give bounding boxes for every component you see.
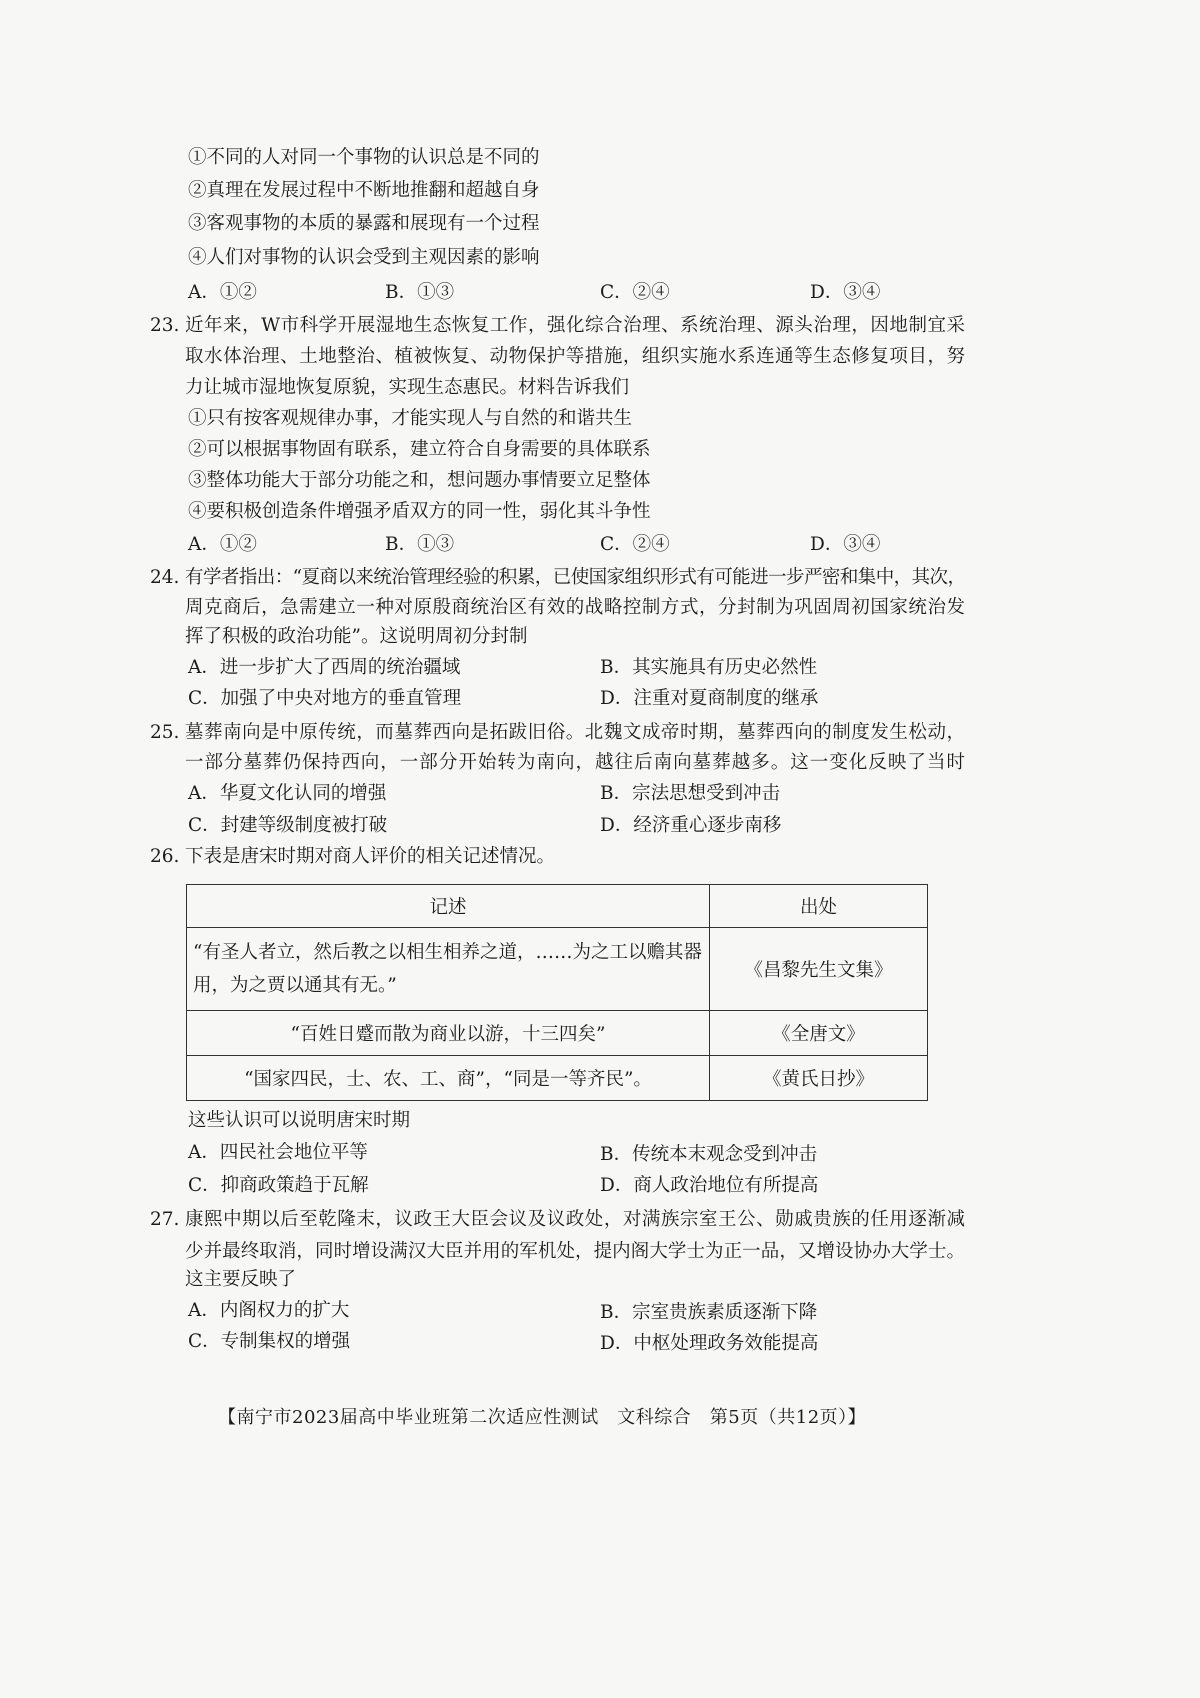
q27-option-d: D．中枢处理政务效能提高: [600, 1333, 819, 1354]
q24-option-a: A．进一步扩大了西周的统治疆域: [188, 657, 461, 678]
q23-statement-2: ②可以根据事物固有联系，建立符合自身需要的具体联系: [188, 439, 651, 460]
q22-option-a: A．①②: [188, 282, 257, 303]
q26-question: 这些认识可以说明唐宋时期: [188, 1110, 411, 1131]
q26-table: [186, 884, 928, 1101]
q26-option-b: B．传统本末观念受到冲击: [600, 1144, 818, 1165]
q22-option-c: C．②④: [600, 282, 670, 303]
table-header-record: 记述: [187, 885, 710, 928]
q26-number: 26.: [150, 846, 180, 867]
q22-option-d: D．③④: [810, 282, 881, 303]
q24-number: 24.: [150, 567, 180, 588]
q23-option-b: B．①③: [385, 534, 455, 555]
q24-option-b: B．其实施具有历史必然性: [600, 657, 818, 678]
q26-option-a: A．四民社会地位平等: [188, 1142, 368, 1163]
table-row: [187, 928, 928, 1011]
page-footer: 【南宁市2023届高中毕业班第二次适应性测试 文科综合 第5页（共12页）】: [218, 1407, 867, 1428]
table-row: [187, 1056, 928, 1101]
q23-statement-3: ③整体功能大于部分功能之和，想问题办事情要立足整体: [188, 470, 651, 491]
q26-intro: 下表是唐宋时期对商人评价的相关记述情况。: [185, 846, 556, 867]
q25-option-c: C．封建等级制度被打破: [188, 815, 388, 836]
table-cell-source: 《全唐文》: [710, 1011, 928, 1056]
q25-line-1: 墓葬南向是中原传统，而墓葬西向是拓跋旧俗。北魏文成帝时期，墓葬西向的制度发生松动，: [185, 722, 965, 743]
q22-statement-1: ①不同的人对同一个事物的认识总是不同的: [188, 147, 540, 168]
q22-statement-2: ②真理在发展过程中不断地推翻和超越自身: [188, 180, 540, 201]
q27-line-3: 这主要反映了: [185, 1269, 297, 1290]
q25-option-d: D．经济重心逐步南移: [600, 815, 782, 836]
q27-number: 27.: [150, 1209, 180, 1230]
q25-option-a: A．华夏文化认同的增强: [188, 783, 387, 804]
q25-line-2: 一部分墓葬仍保持西向，一部分开始转为南向，越往后南向墓葬越多。这一变化反映了当时: [185, 752, 965, 773]
q23-line-3: 力让城市湿地恢复原貌，实现生态惠民。材料告诉我们: [185, 377, 630, 398]
q27-option-b: B．宗室贵族素质逐渐下降: [600, 1302, 818, 1323]
q23-line-2: 取水体治理、土地整治、植被恢复、动物保护等措施，组织实施水系连通等生态修复项目，努: [185, 346, 965, 367]
q27-line-2: 少并最终取消，同时增设满汉大臣并用的军机处，提内阁大学士为正一品，又增设协办大学士。: [185, 1241, 965, 1262]
q25-number: 25.: [150, 722, 180, 743]
q24-line-1: 有学者指出：“夏商以来统治管理经验的积累，已使国家组织形式有可能进一步严密和集中，其次，: [185, 567, 965, 588]
table-header-source: 出处: [710, 885, 928, 928]
q23-line-1: 近年来，W市科学开展湿地生态恢复工作，强化综合治理、系统治理、源头治理，因地制宜采: [185, 315, 965, 336]
q24-option-d: D．注重对夏商制度的继承: [600, 688, 819, 709]
table-cell-record: “有圣人者立，然后教之以相生相养之道，……为之工以赡其器用，为之贾以通其有无。”: [187, 928, 710, 1011]
q25-option-b: B．宗法思想受到冲击: [600, 783, 781, 804]
q23-option-c: C．②④: [600, 534, 670, 555]
q27-option-c: C．专制集权的增强: [188, 1331, 351, 1352]
q24-line-2: 周克商后，急需建立一种对原殷商统治区有效的战略控制方式，分封制为巩固周初国家统治发: [185, 597, 965, 618]
q26-option-d: D．商人政治地位有所提高: [600, 1175, 819, 1196]
q26-option-c: C．抑商政策趋于瓦解: [188, 1175, 369, 1196]
q22-option-b: B．①③: [385, 282, 455, 303]
q27-option-a: A．内阁权力的扩大: [188, 1300, 350, 1321]
q22-statement-3: ③客观事物的本质的暴露和展现有一个过程: [188, 213, 540, 234]
q23-statement-1: ①只有按客观规律办事，才能实现人与自然的和谐共生: [188, 408, 633, 429]
q23-option-a: A．①②: [188, 534, 257, 555]
q23-statement-4: ④要积极创造条件增强矛盾双方的同一性，弱化其斗争性: [188, 501, 651, 522]
table-header-row: [187, 885, 928, 928]
q27-line-1: 康熙中期以后至乾隆末，议政王大臣会议及议政处，对满族宗室王公、勋戚贵族的任用逐渐减: [185, 1209, 965, 1230]
q23-number: 23.: [150, 315, 180, 336]
q23-option-d: D．③④: [810, 534, 881, 555]
table-cell-record: “百姓日蹙而散为商业以游，十三四矣”: [187, 1011, 710, 1056]
table-row: [187, 1011, 928, 1056]
q24-option-c: C．加强了中央对地方的垂直管理: [188, 688, 462, 709]
table-cell-source: 《昌黎先生文集》: [710, 928, 928, 1011]
table-cell-source: 《黄氏日抄》: [710, 1056, 928, 1101]
q24-line-3: 挥了积极的政治功能”。这说明周初分封制: [185, 626, 528, 647]
q22-statement-4: ④人们对事物的认识会受到主观因素的影响: [188, 247, 540, 268]
table-cell-record: “国家四民，士、农、工、商”，“同是一等齐民”。: [187, 1056, 710, 1101]
